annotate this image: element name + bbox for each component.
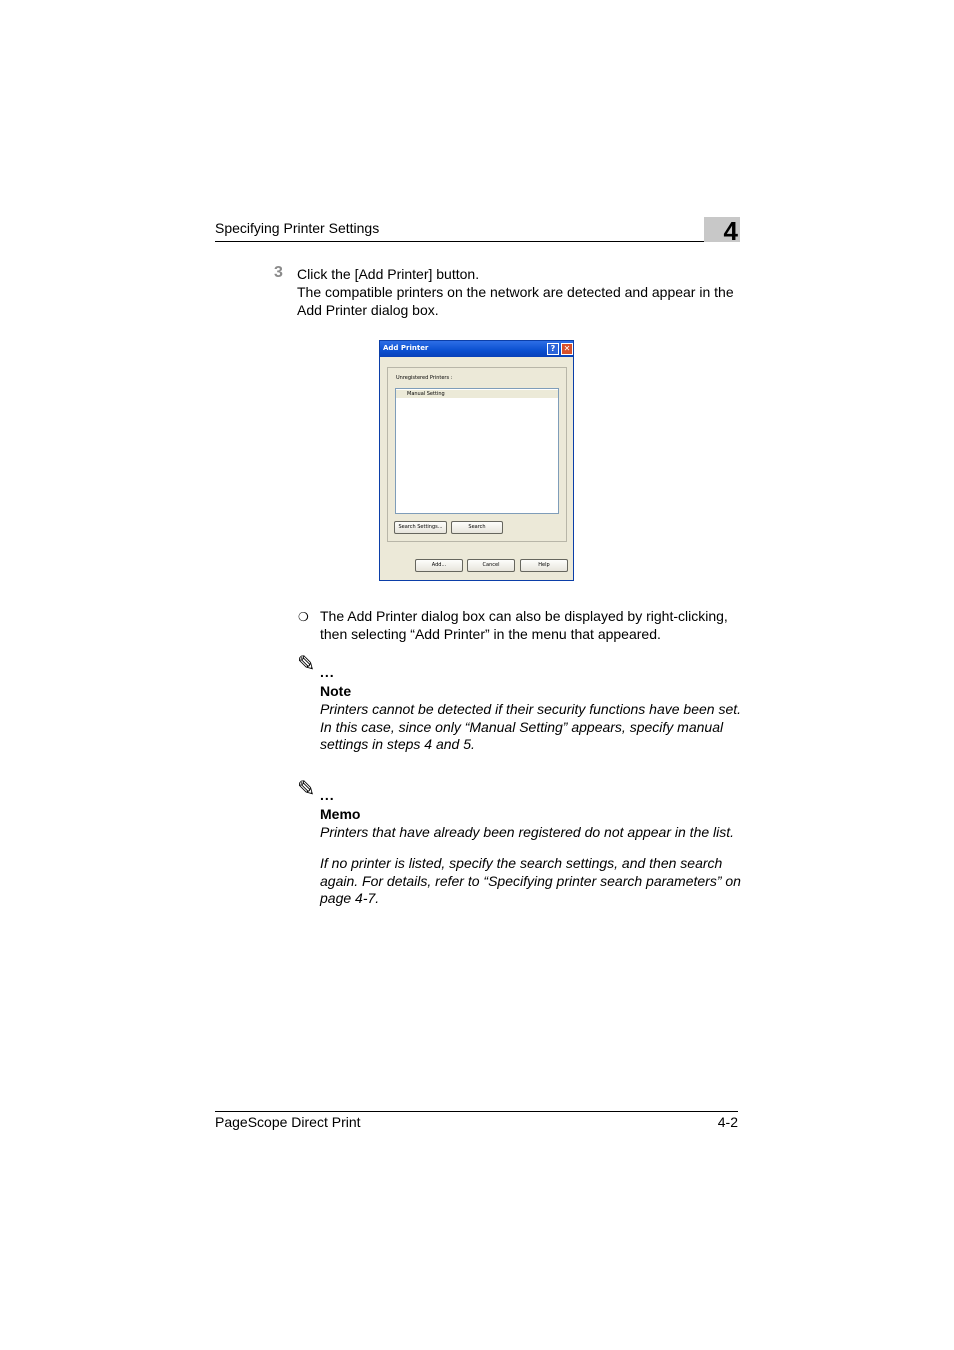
step-description: The compatible printers on the network are detected and appear in the Add Printer dialog box. xyxy=(297,284,734,318)
chapter-tab xyxy=(704,216,740,246)
bullet-text: The Add Printer dialog box can also be displayed by right-clicking, then selecting “Add Printer” in the menu that appeared. xyxy=(320,608,728,642)
bullet-circle-icon: ❍ xyxy=(298,610,309,624)
ellipsis-icon: ... xyxy=(320,787,335,803)
memo-text-1: Printers that have already been registered do not appear in the list. xyxy=(320,824,735,840)
step-instruction: Click the [Add Printer] button. xyxy=(297,266,480,282)
add-printer-dialog xyxy=(379,340,574,581)
unregistered-printers-label: Unregistered Printers : xyxy=(396,375,453,381)
running-header-title: Specifying Printer Settings xyxy=(215,220,380,236)
footer-rule xyxy=(215,1111,738,1112)
pencil-memo-icon: ✎ xyxy=(297,776,316,801)
chapter-number: 4 xyxy=(723,216,738,246)
search-button[interactable]: Search xyxy=(451,521,503,534)
search-settings-button[interactable]: Search Settings... xyxy=(394,521,447,534)
help-icon[interactable]: ? xyxy=(547,343,559,355)
step-number: 3 xyxy=(274,264,283,281)
pencil-note-icon: ✎ xyxy=(297,651,316,676)
memo-heading: Memo xyxy=(320,806,361,822)
add-button[interactable]: Add... xyxy=(415,559,463,572)
dialog-title: Add Printer xyxy=(383,344,429,352)
unregistered-printers-group xyxy=(387,367,567,542)
header-rule xyxy=(215,241,740,242)
footer-page-number: 4-2 xyxy=(717,1114,738,1130)
note-text: Printers cannot be detected if their security functions have been set. In this case, since only “Manual Setting” appears, specify manual settings in steps 4 and 5. xyxy=(320,701,742,753)
help-button[interactable]: Help xyxy=(520,559,568,572)
list-item[interactable]: Manual Setting xyxy=(396,390,558,398)
note-heading: Note xyxy=(320,683,352,699)
memo-text-2: If no printer is listed, specify the search settings, and then search again. For details, refer to “Specifying printer search parameters” on page 4-7. xyxy=(320,855,741,907)
dialog-titlebar xyxy=(380,341,573,357)
close-icon[interactable]: ✕ xyxy=(561,343,573,355)
printer-list[interactable] xyxy=(395,388,559,514)
ellipsis-icon: ... xyxy=(320,664,335,680)
footer-product-name: PageScope Direct Print xyxy=(215,1114,361,1130)
cancel-button[interactable]: Cancel xyxy=(467,559,515,572)
